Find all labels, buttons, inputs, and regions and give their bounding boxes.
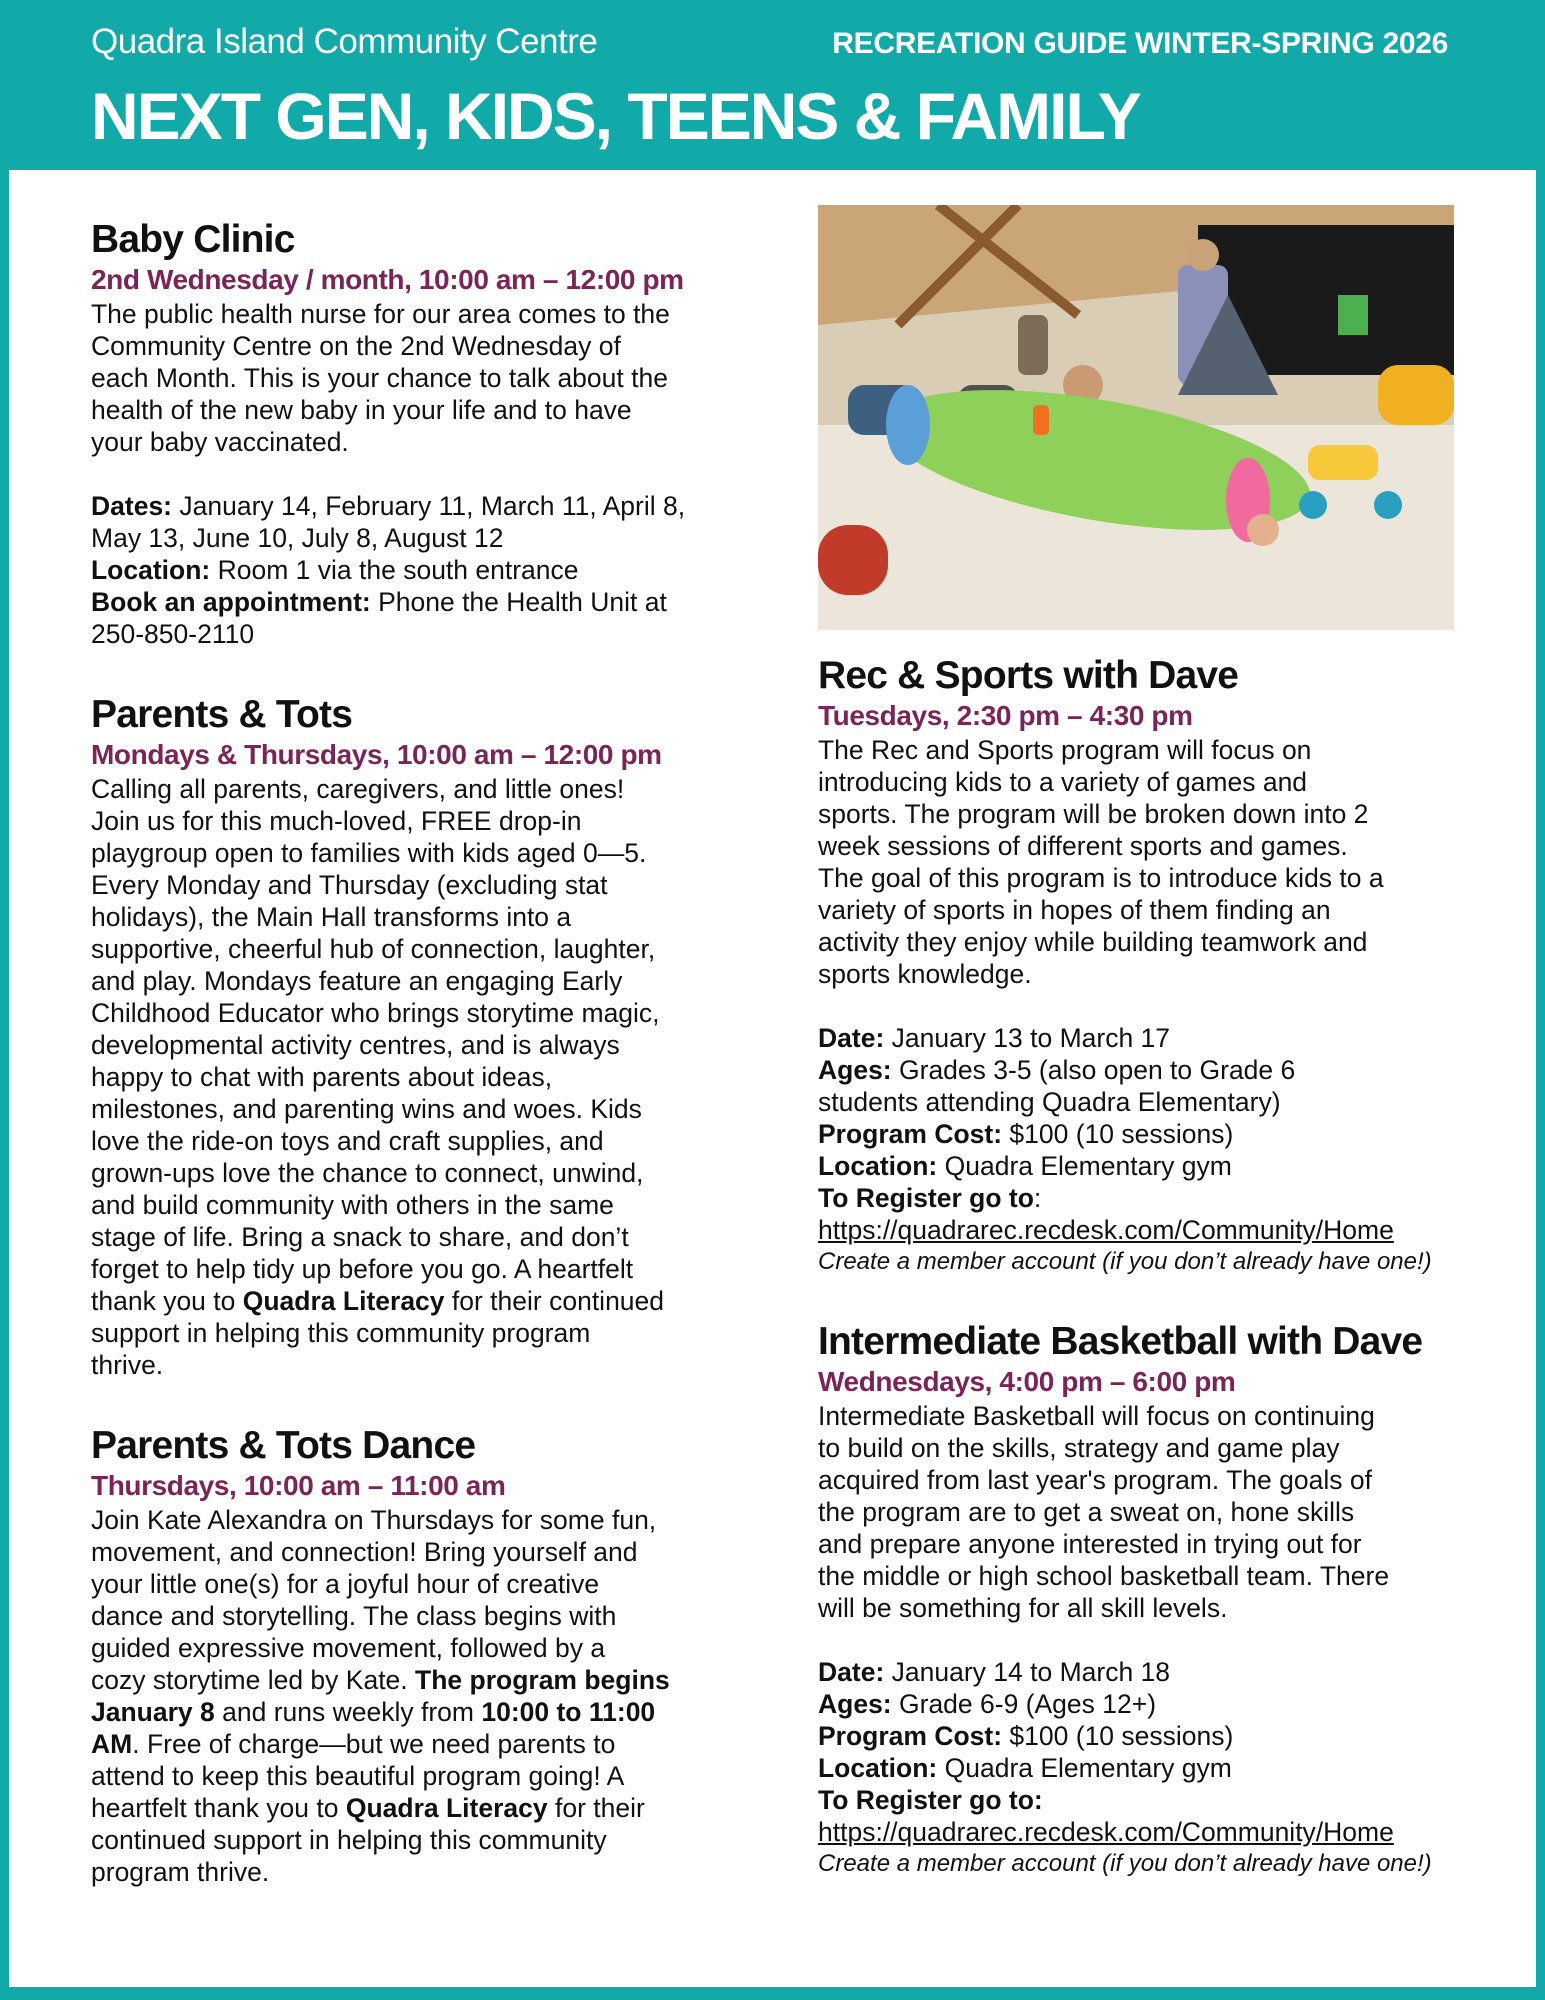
text-line: holidays), the Main Hall transforms into a (91, 902, 572, 932)
text-line: supportive, cheerful hub of connection, laughter, (91, 934, 656, 964)
baby-clinic-schedule: 2nd Wednesday / month, 10:00 am – 12:00 pm (91, 264, 684, 295)
rec-sports-date (818, 1022, 1468, 1054)
text-line: Join us for this much-loved, FREE drop-in (91, 806, 582, 836)
text-line: and prepare anyone interested in trying out for (818, 1529, 1362, 1559)
baby-clinic-description (91, 298, 761, 458)
dance-schedule: Thursdays, 10:00 am – 11:00 am (91, 1470, 506, 1501)
text-line: thrive. (91, 1350, 164, 1380)
text-line: dance and storytelling. The class begins with (91, 1601, 617, 1631)
right-column (818, 170, 1468, 1880)
basketball-register (818, 1784, 1468, 1816)
text-line: support in helping this community program (91, 1318, 591, 1348)
text-span: cozy storytime led by Kate. (91, 1665, 416, 1695)
parents-tots-title: Parents & Tots (91, 693, 353, 736)
location-label: Location: (91, 555, 211, 585)
rec-sports-ages (818, 1054, 1468, 1086)
text-line: attend to keep this beautiful program going! A (91, 1761, 625, 1791)
text-line: your little one(s) for a joyful hour of creative (91, 1569, 600, 1599)
quadra-literacy-credit: Quadra Literacy (345, 1793, 548, 1823)
ages-value-cont: students attending Quadra Elementary) (818, 1087, 1281, 1117)
location-value: Quadra Elementary gym (937, 1151, 1232, 1181)
baby-clinic-dates (91, 490, 761, 522)
parents-tots-description (91, 773, 761, 1381)
left-column (91, 170, 761, 1888)
rec-sports-title: Rec & Sports with Dave (818, 654, 1239, 697)
text-span: for their continued (444, 1286, 665, 1316)
text-line: The public health nurse for our area comes to the (91, 299, 670, 329)
location-label: Location: (818, 1151, 938, 1181)
rec-sports-account-note: Create a member account (if you don’t already have one!) (818, 1248, 1432, 1275)
text-bold: The program begins (415, 1665, 670, 1695)
text-line: each Month. This is your chance to talk about the (91, 363, 668, 393)
dance-description (91, 1504, 761, 1888)
text-line: week sessions of different sports and games. (818, 831, 1348, 861)
ages-label: Ages: (818, 1055, 892, 1085)
text-line: Intermediate Basketball will focus on continuing (818, 1401, 1375, 1431)
cost-label: Program Cost: (818, 1721, 1003, 1751)
text-line: guided expressive movement, followed by a (91, 1633, 606, 1663)
basketball-account-note: Create a member account (if you don’t already have one!) (818, 1850, 1432, 1877)
text-line (91, 1696, 761, 1728)
text-line: sports knowledge. (818, 959, 1032, 989)
page-header (0, 0, 1545, 170)
text-line (91, 1792, 761, 1824)
text-line: Every Monday and Thursday (excluding stat (91, 870, 608, 900)
basketball-description (818, 1400, 1468, 1624)
dates-value: January 14, February 11, March 11, April 8, (172, 491, 686, 521)
rec-sports-cost (818, 1118, 1468, 1150)
text-line: introducing kids to a variety of games and (818, 767, 1308, 797)
text-line (91, 1664, 761, 1696)
text-line: to build on the skills, strategy and game play (818, 1433, 1340, 1463)
register-colon: : (1033, 1183, 1042, 1213)
text-line: health of the new baby in your life and to have (91, 395, 632, 425)
text-line: grown-ups love the chance to connect, unwind, (91, 1158, 644, 1188)
text-line: the middle or high school basketball team. There (818, 1561, 1390, 1591)
text-line: love the ride-on toys and craft supplies, and (91, 1126, 604, 1156)
basketball-ages (818, 1688, 1468, 1720)
dance-title: Parents & Tots Dance (91, 1424, 476, 1467)
rec-sports-schedule: Tuesdays, 2:30 pm – 4:30 pm (818, 700, 1193, 731)
text-line: forget to help tidy up before you go. A heartfelt (91, 1254, 634, 1284)
basketball-title: Intermediate Basketball with Dave (818, 1320, 1423, 1363)
baby-clinic-booking (91, 586, 761, 618)
text-line: variety of sports in hopes of them finding an (818, 895, 1331, 925)
text-line: Join Kate Alexandra on Thursdays for some fun, (91, 1505, 657, 1535)
text-line: happy to chat with parents about ideas, (91, 1062, 553, 1092)
date-value: January 13 to March 17 (884, 1023, 1171, 1053)
text-line: Calling all parents, caregivers, and little ones! (91, 774, 625, 804)
text-span: and runs weekly from (214, 1697, 482, 1727)
baby-clinic-title: Baby Clinic (91, 218, 295, 261)
register-label: To Register go to: (818, 1785, 1043, 1815)
ages-value: Grade 6-9 (Ages 12+) (891, 1689, 1157, 1719)
location-value: Room 1 via the south entrance (210, 555, 579, 585)
text-line: and build community with others in the same (91, 1190, 614, 1220)
text-line: and play. Mondays feature an engaging Early (91, 966, 623, 996)
quadra-literacy-credit: Quadra Literacy (242, 1286, 445, 1316)
text-line: the program are to get a sweat on, hone skills (818, 1497, 1355, 1527)
text-span: thank you to (91, 1286, 243, 1316)
ages-value: Grades 3-5 (also open to Grade 6 (891, 1055, 1296, 1085)
text-line: The goal of this program is to introduce kids to a (818, 863, 1384, 893)
text-span: . Free of charge—but we need parents to (132, 1729, 616, 1759)
organization-name: Quadra Island Community Centre (91, 22, 598, 61)
rec-sports-location (818, 1150, 1468, 1182)
text-line: The Rec and Sports program will focus on (818, 735, 1312, 765)
parents-tots-schedule: Mondays & Thursdays, 10:00 am – 12:00 pm (91, 739, 662, 770)
text-line: your baby vaccinated. (91, 427, 349, 457)
health-unit-phone: 250-850-2110 (91, 619, 255, 649)
text-line: Childhood Educator who brings storytime magic, (91, 998, 660, 1028)
page-content (9, 170, 1536, 1987)
text-line: Community Centre on the 2nd Wednesday of (91, 331, 621, 361)
text-span: for their (547, 1793, 645, 1823)
section-title: NEXT GEN, KIDS, TEENS & FAMILY (91, 79, 1140, 153)
cost-value: $100 (10 sessions) (1002, 1119, 1234, 1149)
cost-value: $100 (10 sessions) (1002, 1721, 1234, 1751)
text-bold: AM (91, 1729, 133, 1759)
text-line: program thrive. (91, 1857, 270, 1887)
rec-sports-register (818, 1182, 1468, 1214)
text-line: developmental activity centres, and is always (91, 1030, 620, 1060)
dates-value-cont: May 13, June 10, July 8, August 12 (91, 523, 504, 553)
text-line (91, 1285, 761, 1317)
basketball-cost (818, 1720, 1468, 1752)
date-label: Date: (818, 1657, 885, 1687)
basketball-location (818, 1752, 1468, 1784)
ages-label: Ages: (818, 1689, 892, 1719)
rec-sports-registration-link[interactable]: https://quadrarec.recdesk.com/Community/Home (818, 1215, 1394, 1245)
text-line (91, 1728, 761, 1760)
booking-value: Phone the Health Unit at (370, 587, 667, 617)
register-label: To Register go to (818, 1183, 1034, 1213)
basketball-registration-link[interactable]: https://quadrarec.recdesk.com/Community/Home (818, 1817, 1394, 1847)
text-line: continued support in helping this community (91, 1825, 607, 1855)
text-line: sports. The program will be broken down into 2 (818, 799, 1369, 829)
cost-label: Program Cost: (818, 1119, 1003, 1149)
text-bold: January 8 (91, 1697, 215, 1727)
date-value: January 14 to March 18 (884, 1657, 1171, 1687)
text-line: acquired from last year's program. The goals of (818, 1465, 1372, 1495)
text-bold: 10:00 to 11:00 (481, 1697, 656, 1727)
dates-label: Dates: (91, 491, 173, 521)
text-line: activity they enjoy while building teamwork and (818, 927, 1368, 957)
text-span: heartfelt thank you to (91, 1793, 346, 1823)
guide-title: RECREATION GUIDE WINTER-SPRING 2026 (832, 27, 1448, 60)
basketball-date (818, 1656, 1468, 1688)
text-line: movement, and connection! Bring yourself and (91, 1537, 638, 1567)
baby-clinic-location (91, 554, 761, 586)
date-label: Date: (818, 1023, 885, 1053)
rec-sports-description (818, 734, 1468, 990)
text-line: will be something for all skill levels. (818, 1593, 1228, 1623)
basketball-schedule: Wednesdays, 4:00 pm – 6:00 pm (818, 1366, 1236, 1397)
text-line: playgroup open to families with kids aged 0—5. (91, 838, 647, 868)
booking-label: Book an appointment: (91, 587, 371, 617)
text-line: stage of life. Bring a snack to share, and don’t (91, 1222, 629, 1252)
location-value: Quadra Elementary gym (937, 1753, 1232, 1783)
text-line: milestones, and parenting wins and woes. Kids (91, 1094, 642, 1124)
location-label: Location: (818, 1753, 938, 1783)
